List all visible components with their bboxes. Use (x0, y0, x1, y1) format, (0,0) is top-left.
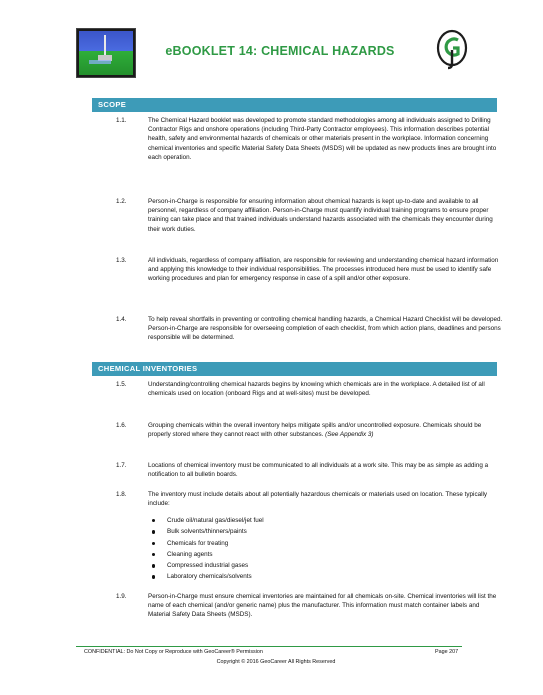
section-header-scope: SCOPE (92, 98, 497, 112)
item-text: All individuals, regardless of company affiliation, are responsible for reviewing and understanding chemical hazard information and applying this knowledge to their individual responsibilities. The processes introduced here must be used to identify safe working procedures and plan for emergency response in case of a spill and/or other exposure. (148, 257, 499, 283)
list-item (116, 197, 506, 234)
page-number: Page 207 (435, 649, 459, 655)
item-number: 1.3. (116, 257, 127, 264)
oil-rig-logo (76, 28, 136, 78)
footer-divider (76, 646, 462, 647)
item-text: Locations of chemical inventory must be communicated to all individuals at a work site. This may be as simple as adding a notification to all bulletin boards. (148, 462, 489, 479)
item-number: 1.7. (116, 462, 127, 469)
list-item (116, 421, 506, 439)
list-item (116, 315, 506, 343)
chemical-bullet-list (152, 515, 264, 583)
footer-copyright: Copyright © 2016 GeoCareer All Rights Reserved (216, 659, 336, 665)
item-text: Person-in-Charge is responsible for ensuring information about chemical hazards is kept up-to-date and available to all personnel, regardless of company affiliation. Person-in-Charge must quantify individual training programs to ensure proper training can take place and that trained individuals understand hazards associated with the chemicals they encounter during their work duties. (148, 198, 493, 233)
bullet-item: Cleaning agents (152, 549, 264, 560)
item-number: 1.8. (116, 491, 127, 498)
item-text: The Chemical Hazard booklet was developed to promote standard methodologies among all individuals assigned to Drilling Contractor Rigs and onshore operations (including Third-Party Contractor employees). This information describes potential health, safety and environmental hazards of chemicals or other materials present in the workplace. Information concerning chemical inventories and specific Material Safety Data Sheets (MSDS) will be updated as new products lines are brought into each operation. (148, 117, 497, 161)
item-text: The inventory must include details about all potentially hazardous chemicals or materials used on location. These typically include: (148, 491, 488, 508)
list-item (116, 490, 506, 508)
item-text: Understanding/controlling chemical hazards begins by knowing which chemicals are in the workplace. A detailed list of all chemicals used on location (onboard Rigs and at well-sites) must be developed. (148, 381, 485, 398)
geocareer-logo-icon (436, 28, 468, 74)
item-number: 1.5. (116, 381, 127, 388)
item-text-main: Grouping chemicals within the overall inventory helps mitigate spills and/or uncontrolled exposure. Chemicals should be properly stored where they cannot react with other substances. (148, 422, 482, 439)
list-item (116, 380, 506, 398)
appendix-reference: (See Appendix 3) (325, 431, 374, 439)
booklet-title: eBOOKLET 14: CHEMICAL HAZARDS (165, 44, 395, 58)
list-item (116, 256, 506, 284)
bullet-item: Chemicals for treating (152, 538, 264, 549)
bullet-item: Compressed industrial gases (152, 560, 264, 571)
list-item (116, 461, 506, 479)
item-number: 1.1. (116, 117, 127, 124)
item-number: 1.2. (116, 198, 127, 205)
footer-confidential: CONFIDENTIAL: Do Not Copy or Reproduce with GeoCareer® Permission (84, 649, 263, 655)
item-number: 1.6. (116, 422, 127, 429)
bullet-item: Laboratory chemicals/solvents (152, 571, 264, 582)
item-text: Person-in-Charge must ensure chemical inventories are maintained for all chemicals on-site. Chemical inventories will list the name of each chemical (and/or generic name) plus the manufacturer. This information must match container labels and Material Safety Data Sheets (MSDS). (148, 593, 497, 619)
list-item (116, 116, 506, 162)
bullet-item: Bulk solvents/thinners/paints (152, 526, 264, 537)
item-number: 1.4. (116, 316, 127, 323)
list-item (116, 592, 506, 620)
item-text (148, 421, 503, 439)
item-text: To help reveal shortfalls in preventing or controlling chemical handling hazards, a Chemical Hazard Checklist will be developed. Person-in-Charge are responsible for overseeing completion of each checklist, from which action plans, deadlines and persons responsible will be determined. (148, 316, 503, 342)
item-number: 1.9. (116, 593, 127, 600)
bullet-item: Crude oil/natural gas/diesel/jet fuel (152, 515, 264, 526)
section-header-chemical-inventories: CHEMICAL INVENTORIES (92, 362, 497, 376)
